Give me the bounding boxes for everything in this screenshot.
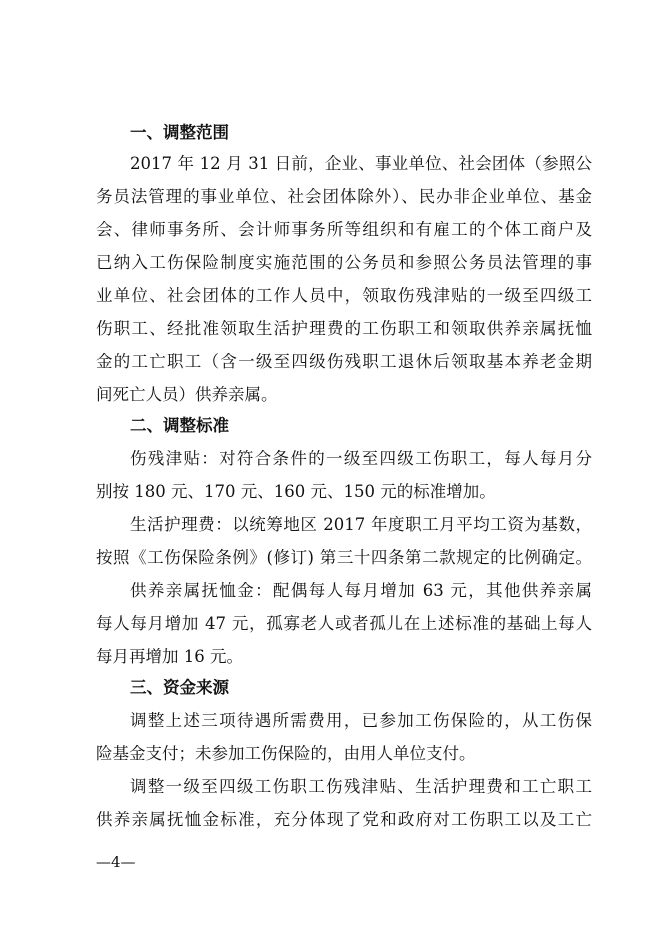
section-heading-scope: 一、调整范围 xyxy=(130,123,229,142)
paragraph-line: 务员法管理的事业单位、社会团体除外）、民办非企业单位、基金 xyxy=(96,187,592,206)
section-heading-funding: 三、资金来源 xyxy=(130,678,229,697)
page-number: —4— xyxy=(96,853,136,871)
paragraph-line: 生活护理费：以统筹地区 2017 年度职工月平均工资为基数， xyxy=(130,515,592,534)
paragraph-line: 伤残津贴：对符合条件的一级至四级工伤职工，每人每月分 xyxy=(130,449,592,468)
paragraph-line: 按照《工伤保险条例》(修订) 第三十四条第二款规定的比例确定。 xyxy=(96,548,592,567)
paragraph-line: 2017 年 12 月 31 日前，企业、事业单位、社会团体（参照公 xyxy=(130,154,592,173)
paragraph-line: 伤职工、经批准领取生活护理费的工伤职工和领取供养亲属抚恤 xyxy=(96,319,592,338)
paragraph-line: 会、律师事务所、会计师事务所等组织和有雇工的个体工商户及 xyxy=(96,220,592,239)
paragraph-line: 供养亲属抚恤金：配偶每人每月增加 63 元，其他供养亲属 xyxy=(130,581,592,600)
paragraph-line: 每人每月增加 47 元，孤寡老人或者孤儿在上述标准的基础上每人 xyxy=(96,614,592,633)
paragraph-line: 险基金支付；未参加工伤保险的，由用人单位支付。 xyxy=(96,744,476,763)
section-heading-standard: 二、调整标准 xyxy=(130,416,229,435)
paragraph-line: 业单位、社会团体的工作人员中，领取伤残津贴的一级至四级工 xyxy=(96,286,592,305)
paragraph-line: 调整上述三项待遇所需费用，已参加工伤保险的，从工伤保 xyxy=(130,711,592,730)
paragraph-line: 供养亲属抚恤金标准，充分体现了党和政府对工伤职工以及工亡 xyxy=(96,810,592,829)
paragraph-line: 金的工亡职工（含一级至四级伤残职工退休后领取基本养老金期 xyxy=(96,352,592,371)
paragraph-line: 间死亡人员）供养亲属。 xyxy=(96,385,278,404)
paragraph-line: 已纳入工伤保险制度实施范围的公务员和参照公务员法管理的事 xyxy=(96,253,592,272)
paragraph-line: 每月再增加 16 元。 xyxy=(96,647,243,666)
paragraph-line: 调整一级至四级工伤职工伤残津贴、生活护理费和工亡职工 xyxy=(130,777,592,796)
paragraph-line: 别按 180 元、170 元、160 元、150 元的标准增加。 xyxy=(96,482,496,501)
